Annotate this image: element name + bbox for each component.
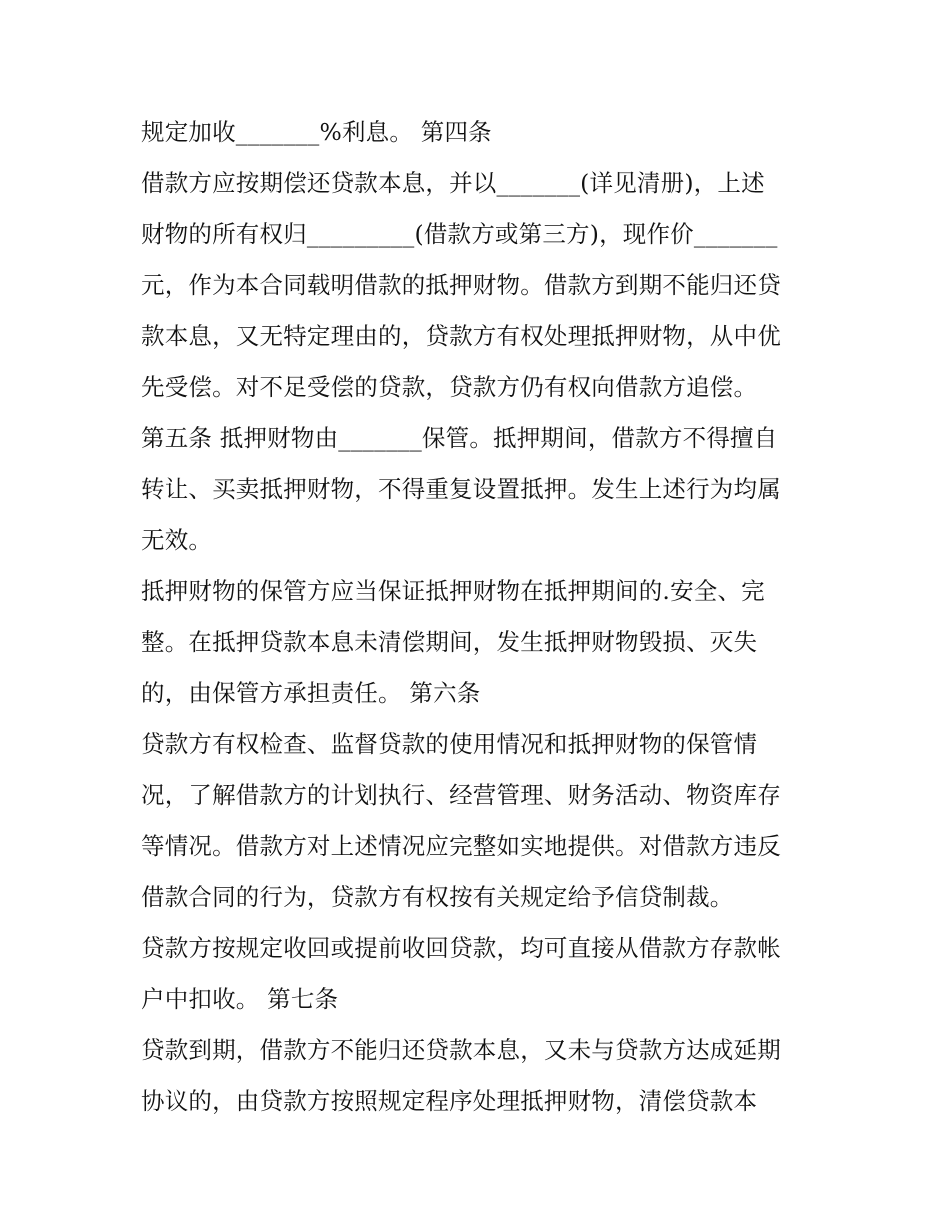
- text-line: 借款方应按期偿还贷款本息，并以_______(详见清册)，上述: [141, 169, 765, 197]
- text-line: 借款合同的行为，贷款方有权按有关规定给予信贷制裁。: [141, 883, 734, 911]
- text-line: 贷款到期，借款方不能归还贷款本息，又未与贷款方达成延期: [141, 1036, 781, 1064]
- text-line: 第五条 抵押财物由_______保管。抵押期间，借款方不得擅自: [141, 424, 778, 452]
- text-line: 况，了解借款方的计划执行、经营管理、财务活动、物资库存: [141, 781, 781, 809]
- text-line: 的，由保管方承担责任。 第六条: [141, 679, 481, 707]
- text-line: 无效。: [141, 526, 213, 554]
- text-line: 转让、买卖抵押财物，不得重复设置抵押。发生上述行为均属: [141, 475, 781, 503]
- text-line: 贷款方有权检查、监督贷款的使用情况和抵押财物的保管情: [141, 730, 758, 758]
- text-line: 等情况。借款方对上述情况应完整如实地提供。对借款方违反: [141, 832, 781, 860]
- text-line: 户中扣收。 第七条: [141, 985, 339, 1013]
- text-line: 款本息，又无特定理由的，贷款方有权处理抵押财物，从中优: [141, 322, 781, 350]
- text-line: 整。在抵押贷款本息未清偿期间，发生抵押财物毁损、灭失: [141, 628, 758, 656]
- text-line: 贷款方按规定收回或提前收回贷款，均可直接从借款方存款帐: [141, 934, 781, 962]
- text-line: 元，作为本合同载明借款的抵押财物。借款方到期不能归还贷: [141, 271, 781, 299]
- text-line: 抵押财物的保管方应当保证抵押财物在抵押期间的.安全、完: [141, 577, 765, 605]
- text-line: 协议的，由贷款方按照规定程序处理抵押财物，清偿贷款本: [141, 1087, 758, 1115]
- document-body: [141, 107, 831, 1127]
- text-line: 规定加收_______%利息。 第四条: [141, 118, 492, 146]
- text-line: 财物的所有权归_________(借款方或第三方)，现作价_______: [141, 220, 778, 248]
- text-line: 先受偿。对不足受偿的贷款，贷款方仍有权向借款方追偿。: [141, 373, 758, 401]
